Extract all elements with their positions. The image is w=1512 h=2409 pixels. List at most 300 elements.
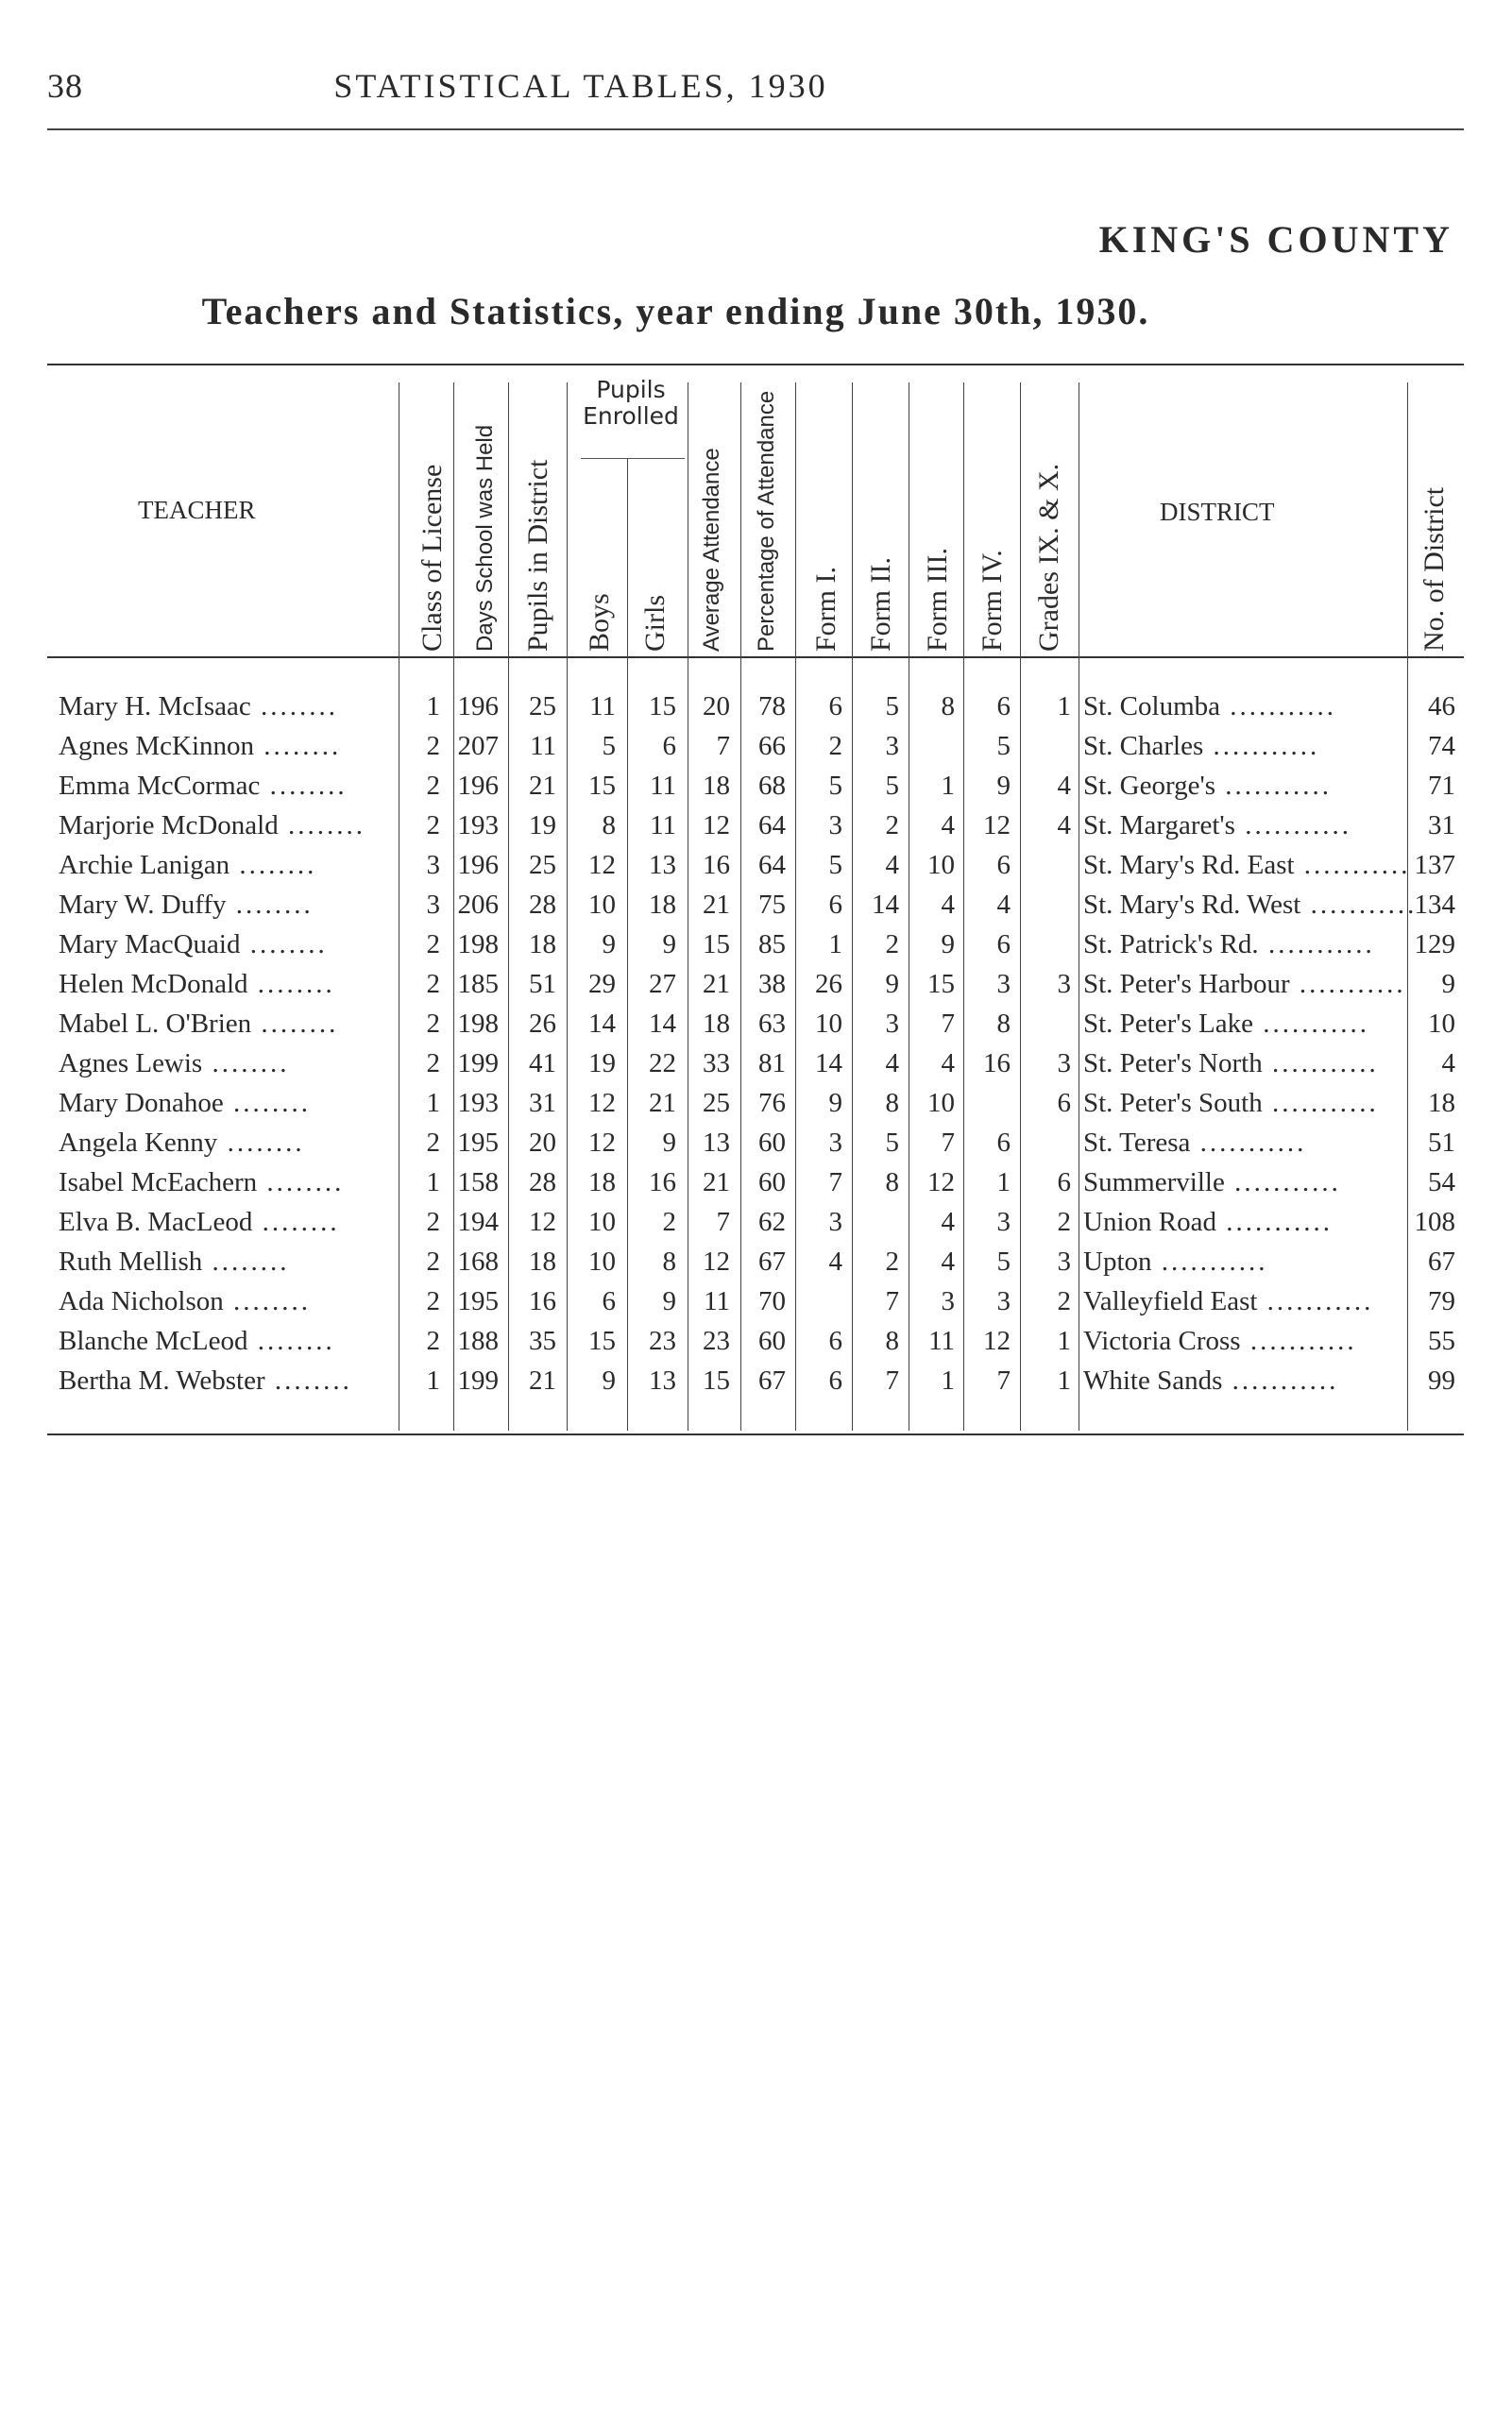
cell-days-held: 194 xyxy=(457,1207,499,1237)
cell-boys: 5 xyxy=(602,731,616,761)
cell-percentage-attendance: 38 xyxy=(758,969,786,999)
cell-class-of-license: 2 xyxy=(426,1207,440,1237)
district-name: Upton xyxy=(1083,1247,1152,1277)
cell-pupils-in-district: 21 xyxy=(529,771,556,801)
teacher-name: Angela Kenny xyxy=(59,1128,218,1158)
table-row xyxy=(47,1247,1464,1286)
cell-form-1: 10 xyxy=(815,1009,842,1039)
cell-form-1: 6 xyxy=(828,691,842,721)
cell-grades-ix-x: 2 xyxy=(1057,1286,1071,1316)
cell-boys: 29 xyxy=(588,969,616,999)
cell-form-4: 5 xyxy=(996,731,1011,761)
cell-girls: 18 xyxy=(649,890,676,920)
cell-form-4: 6 xyxy=(996,850,1011,880)
cell-grades-ix-x: 3 xyxy=(1057,1048,1071,1078)
cell-form-4: 6 xyxy=(996,1128,1011,1158)
cell-grades-ix-x: 3 xyxy=(1057,1247,1071,1277)
cell-percentage-attendance: 85 xyxy=(758,929,786,959)
header-average-attendance: Average Attendance xyxy=(699,448,724,652)
cell-form-3: 7 xyxy=(941,1009,955,1039)
cell-form-1: 3 xyxy=(828,1128,842,1158)
header-form-2: Form II. xyxy=(865,557,896,652)
cell-class-of-license: 2 xyxy=(426,1048,440,1078)
cell-days-held: 198 xyxy=(457,1009,499,1039)
header-boys: Boys xyxy=(584,593,615,652)
table-row xyxy=(47,810,1464,850)
header-teacher: TEACHER xyxy=(138,496,256,524)
cell-form-3: 1 xyxy=(941,1366,955,1396)
cell-class-of-license: 2 xyxy=(426,1009,440,1039)
cell-class-of-license: 3 xyxy=(426,890,440,920)
cell-boys: 6 xyxy=(602,1286,616,1316)
cell-district-number: 79 xyxy=(1428,1286,1455,1316)
cell-grades-ix-x: 2 xyxy=(1057,1207,1071,1237)
district-name: St. Peter's North xyxy=(1083,1048,1263,1078)
cell-form-2: 8 xyxy=(885,1088,899,1118)
cell-average-attendance: 21 xyxy=(703,890,730,920)
cell-days-held: 196 xyxy=(457,691,499,721)
district-name: Valleyfield East xyxy=(1083,1286,1258,1316)
cell-girls: 13 xyxy=(649,1366,676,1396)
teacher-name: Bertha M. Webster xyxy=(59,1366,265,1396)
cell-form-2: 5 xyxy=(885,691,899,721)
cell-girls: 15 xyxy=(649,691,676,721)
cell-district: St. Peter's Harbour ........... xyxy=(1083,969,1406,999)
cell-pupils-in-district: 35 xyxy=(529,1326,556,1356)
cell-percentage-attendance: 67 xyxy=(758,1247,786,1277)
cell-average-attendance: 7 xyxy=(716,1207,730,1237)
cell-district-number: 31 xyxy=(1428,810,1455,840)
cell-pupils-in-district: 19 xyxy=(529,810,556,840)
district-name: St. Peter's South xyxy=(1083,1088,1263,1118)
cell-pupils-in-district: 11 xyxy=(530,731,556,761)
cell-grades-ix-x: 1 xyxy=(1057,1366,1071,1396)
cell-district-number: 134 xyxy=(1414,890,1455,920)
teacher-name: Archie Lanigan xyxy=(59,850,230,880)
cell-form-2: 9 xyxy=(885,969,899,999)
cell-form-2: 3 xyxy=(885,731,899,761)
cell-days-held: 193 xyxy=(457,810,499,840)
district-name: Victoria Cross xyxy=(1083,1326,1241,1356)
cell-district: St. Columba ........... xyxy=(1083,691,1337,721)
district-name: Union Road xyxy=(1083,1207,1216,1237)
cell-form-4: 5 xyxy=(996,1247,1011,1277)
cell-average-attendance: 21 xyxy=(703,969,730,999)
running-title: STATISTICAL TABLES, 1930 xyxy=(333,67,828,105)
cell-average-attendance: 15 xyxy=(703,929,730,959)
header-form-1: Form I. xyxy=(810,567,841,652)
cell-class-of-license: 2 xyxy=(426,1247,440,1277)
cell-average-attendance: 12 xyxy=(703,1247,730,1277)
cell-form-2: 2 xyxy=(885,810,899,840)
cell-district-number: 108 xyxy=(1414,1207,1455,1237)
table-row xyxy=(47,1088,1464,1128)
cell-district: St. Mary's Rd. East ........... xyxy=(1083,850,1411,880)
cell-form-4: 3 xyxy=(996,969,1011,999)
cell-average-attendance: 16 xyxy=(703,850,730,880)
cell-form-1: 6 xyxy=(828,1326,842,1356)
cell-district-number: 10 xyxy=(1428,1009,1455,1039)
table-row xyxy=(47,1167,1464,1207)
cell-class-of-license: 2 xyxy=(426,1128,440,1158)
teacher-name: Ruth Mellish xyxy=(59,1247,203,1277)
cell-percentage-attendance: 64 xyxy=(758,850,786,880)
teacher-name: Elva B. MacLeod xyxy=(59,1207,253,1237)
header-form-4: Form IV. xyxy=(977,550,1008,652)
cell-pupils-in-district: 41 xyxy=(529,1048,556,1078)
teacher-name: Marjorie McDonald xyxy=(59,810,279,840)
cell-form-1: 3 xyxy=(828,1207,842,1237)
cell-teacher: Elva B. MacLeod ........ xyxy=(59,1207,340,1237)
header-pupils-enrolled: Pupils Enrolled xyxy=(583,376,679,430)
cell-class-of-license: 1 xyxy=(426,1366,440,1396)
cell-form-2: 3 xyxy=(885,1009,899,1039)
cell-boys: 18 xyxy=(588,1167,616,1197)
cell-days-held: 206 xyxy=(457,890,499,920)
cell-average-attendance: 15 xyxy=(703,1366,730,1396)
teacher-name: Agnes Lewis xyxy=(59,1048,203,1078)
cell-class-of-license: 1 xyxy=(426,1167,440,1197)
cell-boys: 19 xyxy=(588,1048,616,1078)
cell-district: St. Margaret's ........... xyxy=(1083,810,1351,840)
cell-percentage-attendance: 68 xyxy=(758,771,786,801)
cell-district: St. Peter's South ........... xyxy=(1083,1088,1379,1118)
cell-form-3: 4 xyxy=(941,890,955,920)
teacher-name: Ada Nicholson xyxy=(59,1286,224,1316)
cell-girls: 6 xyxy=(662,731,676,761)
cell-district: St. Peter's North ........... xyxy=(1083,1048,1379,1078)
cell-form-2: 14 xyxy=(872,890,899,920)
cell-district: Upton ........... xyxy=(1083,1247,1268,1277)
cell-form-2: 8 xyxy=(885,1167,899,1197)
cell-form-4: 12 xyxy=(983,810,1011,840)
county-heading: KING'S COUNTY xyxy=(1098,218,1453,261)
cell-percentage-attendance: 64 xyxy=(758,810,786,840)
cell-teacher: Mary W. Duffy ........ xyxy=(59,890,314,920)
cell-boys: 15 xyxy=(588,1326,616,1356)
cell-district-number: 46 xyxy=(1428,691,1455,721)
cell-pupils-in-district: 28 xyxy=(529,1167,556,1197)
cell-days-held: 195 xyxy=(457,1128,499,1158)
table-row xyxy=(47,771,1464,810)
cell-form-1: 2 xyxy=(828,731,842,761)
cell-average-attendance: 21 xyxy=(703,1167,730,1197)
cell-boys: 12 xyxy=(588,1128,616,1158)
cell-days-held: 199 xyxy=(457,1366,499,1396)
cell-girls: 11 xyxy=(650,771,676,801)
cell-days-held: 158 xyxy=(457,1167,499,1197)
cell-girls: 22 xyxy=(649,1048,676,1078)
cell-form-2: 8 xyxy=(885,1326,899,1356)
table-row xyxy=(47,890,1464,929)
cell-form-3: 4 xyxy=(941,1247,955,1277)
cell-pupils-in-district: 28 xyxy=(529,890,556,920)
cell-boys: 12 xyxy=(588,850,616,880)
cell-days-held: 185 xyxy=(457,969,499,999)
cell-pupils-in-district: 18 xyxy=(529,1247,556,1277)
table-top-rule xyxy=(47,364,1464,365)
cell-days-held: 199 xyxy=(457,1048,499,1078)
cell-district: St. Charles ........... xyxy=(1083,731,1320,761)
header-class-of-license: Class of License xyxy=(416,464,448,652)
table-row xyxy=(47,850,1464,890)
cell-form-3: 3 xyxy=(941,1286,955,1316)
cell-percentage-attendance: 67 xyxy=(758,1366,786,1396)
cell-district-number: 99 xyxy=(1428,1366,1455,1396)
cell-percentage-attendance: 60 xyxy=(758,1128,786,1158)
table-row xyxy=(47,1207,1464,1247)
cell-form-4: 6 xyxy=(996,929,1011,959)
cell-form-4: 7 xyxy=(996,1366,1011,1396)
cell-district-number: 129 xyxy=(1414,929,1455,959)
table-row xyxy=(47,1048,1464,1088)
cell-percentage-attendance: 60 xyxy=(758,1167,786,1197)
header-days-school-held: Days School was Held xyxy=(472,424,498,652)
cell-average-attendance: 18 xyxy=(703,771,730,801)
cell-girls: 9 xyxy=(662,1128,676,1158)
cell-form-4: 8 xyxy=(996,1009,1011,1039)
cell-grades-ix-x: 1 xyxy=(1057,691,1071,721)
cell-district-number: 71 xyxy=(1428,771,1455,801)
cell-percentage-attendance: 78 xyxy=(758,691,786,721)
cell-days-held: 195 xyxy=(457,1286,499,1316)
cell-form-2: 5 xyxy=(885,771,899,801)
district-name: St. Margaret's xyxy=(1083,810,1235,840)
cell-district: St. Patrick's Rd. ........... xyxy=(1083,929,1375,959)
district-name: St. Peter's Harbour xyxy=(1083,969,1290,999)
cell-form-4: 3 xyxy=(996,1286,1011,1316)
cell-district: St. Teresa ........... xyxy=(1083,1128,1307,1158)
cell-form-2: 5 xyxy=(885,1128,899,1158)
cell-class-of-license: 1 xyxy=(426,691,440,721)
cell-grades-ix-x: 3 xyxy=(1057,969,1071,999)
cell-girls: 21 xyxy=(649,1088,676,1118)
cell-teacher: Marjorie McDonald ........ xyxy=(59,810,365,840)
cell-form-4: 4 xyxy=(996,890,1011,920)
cell-girls: 9 xyxy=(662,929,676,959)
cell-teacher: Mary MacQuaid ........ xyxy=(59,929,328,959)
cell-boys: 11 xyxy=(589,691,616,721)
cell-pupils-in-district: 21 xyxy=(529,1366,556,1396)
cell-average-attendance: 18 xyxy=(703,1009,730,1039)
cell-form-3: 11 xyxy=(928,1326,955,1356)
cell-class-of-license: 3 xyxy=(426,850,440,880)
cell-district-number: 55 xyxy=(1428,1326,1455,1356)
cell-district: Victoria Cross ........... xyxy=(1083,1326,1357,1356)
cell-days-held: 168 xyxy=(457,1247,499,1277)
cell-form-4: 9 xyxy=(996,771,1011,801)
district-name: St. Peter's Lake xyxy=(1083,1009,1253,1039)
cell-class-of-license: 2 xyxy=(426,771,440,801)
table-row xyxy=(47,1009,1464,1048)
cell-form-2: 7 xyxy=(885,1366,899,1396)
cell-district: Summerville ........... xyxy=(1083,1167,1341,1197)
cell-form-2: 4 xyxy=(885,1048,899,1078)
cell-percentage-attendance: 70 xyxy=(758,1286,786,1316)
cell-teacher: Emma McCormac ........ xyxy=(59,771,348,801)
cell-percentage-attendance: 63 xyxy=(758,1009,786,1039)
cell-form-1: 7 xyxy=(828,1167,842,1197)
cell-grades-ix-x: 6 xyxy=(1057,1088,1071,1118)
teacher-name: Mary W. Duffy xyxy=(59,890,227,920)
cell-form-2: 4 xyxy=(885,850,899,880)
header-district: DISTRICT xyxy=(1160,498,1275,526)
cell-form-2: 7 xyxy=(885,1286,899,1316)
cell-boys: 12 xyxy=(588,1088,616,1118)
cell-teacher: Isabel McEachern ........ xyxy=(59,1167,345,1197)
cell-average-attendance: 20 xyxy=(703,691,730,721)
cell-form-3: 12 xyxy=(927,1167,955,1197)
statistics-table xyxy=(47,364,1464,1435)
cell-district-number: 9 xyxy=(1441,969,1455,999)
cell-teacher: Ada Nicholson ........ xyxy=(59,1286,312,1316)
cell-boys: 9 xyxy=(602,929,616,959)
table-row xyxy=(47,969,1464,1009)
cell-district: Valleyfield East ........... xyxy=(1083,1286,1374,1316)
cell-percentage-attendance: 60 xyxy=(758,1326,786,1356)
cell-district-number: 137 xyxy=(1414,850,1455,880)
cell-average-attendance: 12 xyxy=(703,810,730,840)
cell-boys: 8 xyxy=(602,810,616,840)
cell-pupils-in-district: 12 xyxy=(529,1207,556,1237)
cell-boys: 10 xyxy=(588,1247,616,1277)
cell-girls: 27 xyxy=(649,969,676,999)
cell-form-3: 4 xyxy=(941,810,955,840)
teacher-name: Agnes McKinnon xyxy=(59,731,255,761)
cell-girls: 2 xyxy=(662,1207,676,1237)
cell-form-4: 1 xyxy=(996,1167,1011,1197)
cell-district-number: 4 xyxy=(1441,1048,1455,1078)
cell-average-attendance: 23 xyxy=(703,1326,730,1356)
cell-boys: 15 xyxy=(588,771,616,801)
cell-form-3: 8 xyxy=(941,691,955,721)
cell-form-3: 1 xyxy=(941,771,955,801)
cell-pupils-in-district: 20 xyxy=(529,1128,556,1158)
cell-pupils-in-district: 18 xyxy=(529,929,556,959)
cell-teacher: Agnes McKinnon ........ xyxy=(59,731,342,761)
table-row xyxy=(47,929,1464,969)
cell-average-attendance: 33 xyxy=(703,1048,730,1078)
cell-form-1: 26 xyxy=(815,969,842,999)
cell-district: St. Mary's Rd. West ........... xyxy=(1083,890,1418,920)
cell-form-1: 4 xyxy=(828,1247,842,1277)
cell-teacher: Bertha M. Webster ........ xyxy=(59,1366,352,1396)
cell-teacher: Archie Lanigan ........ xyxy=(59,850,317,880)
cell-class-of-license: 1 xyxy=(426,1088,440,1118)
table-row xyxy=(47,1286,1464,1326)
cell-form-1: 6 xyxy=(828,1366,842,1396)
cell-pupils-in-district: 31 xyxy=(529,1088,556,1118)
header-grades-ix-x: Grades IX. & X. xyxy=(1033,463,1064,652)
header-percentage-attendance: Percentage of Attendance xyxy=(754,390,779,652)
cell-boys: 10 xyxy=(588,1207,616,1237)
header-bottom-rule xyxy=(47,656,1464,658)
table-row xyxy=(47,691,1464,731)
cell-district: White Sands ........... xyxy=(1083,1366,1339,1396)
cell-form-1: 3 xyxy=(828,810,842,840)
cell-grades-ix-x: 1 xyxy=(1057,1326,1071,1356)
cell-grades-ix-x: 6 xyxy=(1057,1167,1071,1197)
cell-district-number: 54 xyxy=(1428,1167,1455,1197)
cell-teacher: Agnes Lewis ........ xyxy=(59,1048,290,1078)
cell-girls: 14 xyxy=(649,1009,676,1039)
cell-district-number: 74 xyxy=(1428,731,1455,761)
cell-form-2: 2 xyxy=(885,1247,899,1277)
cell-form-1: 5 xyxy=(828,771,842,801)
cell-girls: 11 xyxy=(650,810,676,840)
cell-percentage-attendance: 81 xyxy=(758,1048,786,1078)
header-form-3: Form III. xyxy=(922,548,953,652)
cell-form-3: 7 xyxy=(941,1128,955,1158)
cell-boys: 14 xyxy=(588,1009,616,1039)
district-name: St. Mary's Rd. East xyxy=(1083,850,1295,880)
district-name: White Sands xyxy=(1083,1366,1223,1396)
cell-days-held: 198 xyxy=(457,929,499,959)
cell-girls: 23 xyxy=(649,1326,676,1356)
cell-teacher: Mary H. McIsaac ........ xyxy=(59,691,338,721)
teacher-name: Mary MacQuaid xyxy=(59,929,241,959)
cell-teacher: Blanche McLeod ........ xyxy=(59,1326,335,1356)
district-name: St. George's xyxy=(1083,771,1216,801)
cell-percentage-attendance: 75 xyxy=(758,890,786,920)
teacher-name: Isabel McEachern xyxy=(59,1167,258,1197)
table-row xyxy=(47,1366,1464,1405)
cell-form-3: 9 xyxy=(941,929,955,959)
page-header xyxy=(47,66,1454,123)
district-name: Summerville xyxy=(1083,1167,1225,1197)
cell-average-attendance: 7 xyxy=(716,731,730,761)
cell-district-number: 18 xyxy=(1428,1088,1455,1118)
cell-class-of-license: 2 xyxy=(426,969,440,999)
cell-form-3: 10 xyxy=(927,850,955,880)
cell-grades-ix-x: 4 xyxy=(1057,771,1071,801)
district-name: St. Mary's Rd. West xyxy=(1083,890,1301,920)
cell-form-4: 12 xyxy=(983,1326,1011,1356)
cell-class-of-license: 2 xyxy=(426,1286,440,1316)
page-number: 38 xyxy=(47,67,83,105)
teacher-name: Mary Donahoe xyxy=(59,1088,224,1118)
cell-average-attendance: 25 xyxy=(703,1088,730,1118)
cell-form-1: 14 xyxy=(815,1048,842,1078)
cell-girls: 9 xyxy=(662,1286,676,1316)
cell-form-4: 3 xyxy=(996,1207,1011,1237)
cell-boys: 9 xyxy=(602,1366,616,1396)
cell-days-held: 196 xyxy=(457,771,499,801)
cell-teacher: Ruth Mellish ........ xyxy=(59,1247,290,1277)
cell-form-4: 6 xyxy=(996,691,1011,721)
teacher-name: Mabel L. O'Brien xyxy=(59,1009,252,1039)
cell-district-number: 51 xyxy=(1428,1128,1455,1158)
district-name: St. Teresa xyxy=(1083,1128,1191,1158)
cell-form-2: 2 xyxy=(885,929,899,959)
cell-form-1: 6 xyxy=(828,890,842,920)
cell-girls: 13 xyxy=(649,850,676,880)
cell-days-held: 193 xyxy=(457,1088,499,1118)
cell-days-held: 207 xyxy=(457,731,499,761)
table-title: Teachers and Statistics, year ending June 30th, 1930. xyxy=(201,290,1150,332)
cell-pupils-in-district: 25 xyxy=(529,850,556,880)
cell-teacher: Helen McDonald ........ xyxy=(59,969,335,999)
cell-form-3: 4 xyxy=(941,1048,955,1078)
cell-form-4: 16 xyxy=(983,1048,1011,1078)
cell-teacher: Angela Kenny ........ xyxy=(59,1128,305,1158)
teacher-name: Mary H. McIsaac xyxy=(59,691,251,721)
pupils-enrolled-rule xyxy=(581,458,685,459)
district-name: St. Patrick's Rd. xyxy=(1083,929,1259,959)
cell-form-3: 15 xyxy=(927,969,955,999)
cell-pupils-in-district: 25 xyxy=(529,691,556,721)
cell-average-attendance: 11 xyxy=(704,1286,730,1316)
